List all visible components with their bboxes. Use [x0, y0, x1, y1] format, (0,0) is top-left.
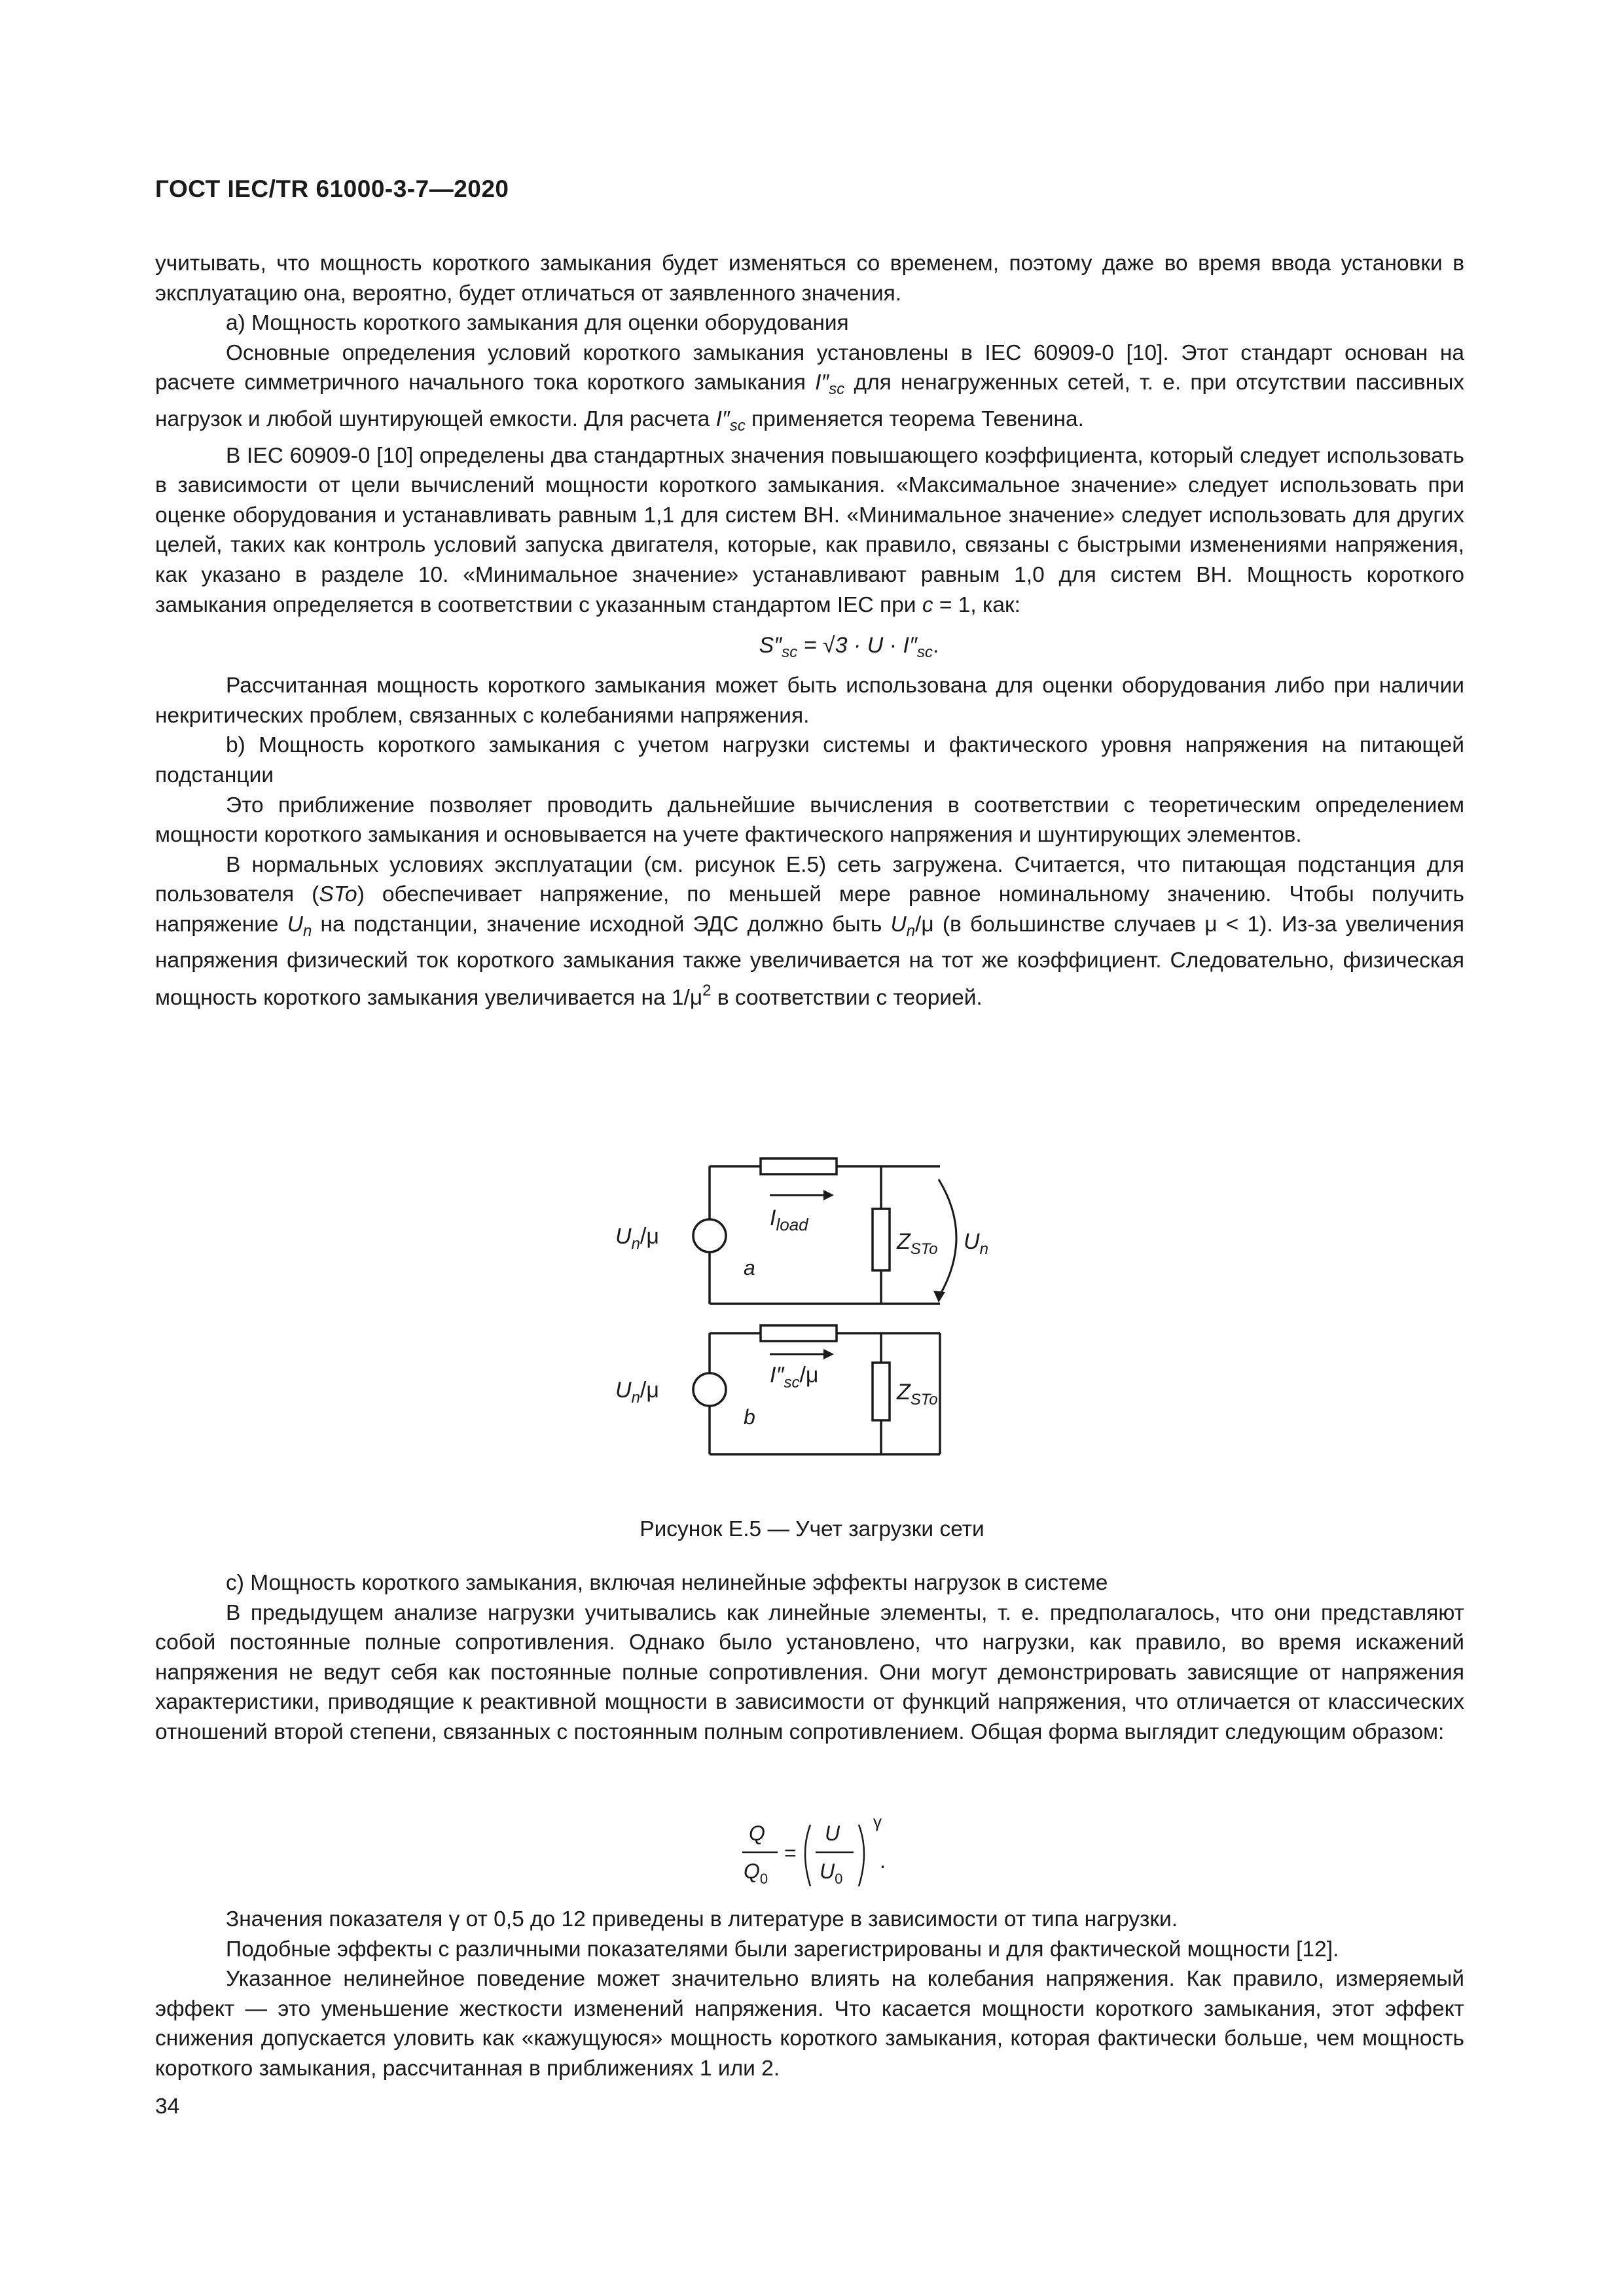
arrow-icon [933, 1291, 945, 1302]
paragraph: Подобные эффекты с различными показателями были зарегистрированы и для фактической мощности [12]. [226, 1937, 1339, 1962]
isc-current-label: $I''_{sc}/\mu$ [770, 1363, 819, 1391]
paragraph: В IEC 60909-0 [10] определены два стандартных значения повышающего коэффициента, который следует использовать в зависимости от цели вычислений мощности короткого замыкания. «Максимальное значение» следует использовать при оценке оборудования и устанавливать равным 1,1 для систем ВН. «Минимальное значение» следует использовать для других целей, таких как контроль условий запуска двигателя, которые, как правило, связаны с быстрыми изменениями напряжения, как указано в разделе 10. «Минимальное значение» устанавливают равным 1,0 для систем ВН. Мощность короткого замыкания определяется в соответствии с указанным стандартом IEC при c = 1, как: [155, 443, 1464, 617]
formula-nonlinear [737, 1813, 920, 1899]
paragraph: Рассчитанная мощность короткого замыкания может быть использована для оценки оборудования либо при наличии некритических проблем, связанных с колебаниями напряжения. [155, 673, 1464, 728]
paragraph: учитывать, что мощность короткого замыкания будет изменяться со временем, поэтому даже во время ввода установки в эксплуатацию она, вероятно, будет отличаться от заявленного значения. [155, 251, 1464, 306]
voltage-source-a [693, 1219, 726, 1252]
paragraph: В предыдущем анализе нагрузки учитывались как линейные элементы, т. е. предполагалось, что они представляют собой постоянные полные сопротивления. Однако было установлено, что нагрузки, как правило, во время искажений напряжения не ведут себя как постоянные полные сопротивления. Они могут демонстрировать зависящие от напряжения характеристики, приводящие к реактивной мощности в зависимости от функций напряжения, что отличается от классических отношений второй степени, связанных с постоянным полным сопротивлением. Общая форма выглядит следующим образом: [155, 1600, 1464, 1744]
svg-text:.: . [880, 1849, 886, 1873]
svg-text:U0: $U_0$ [820, 1859, 843, 1887]
label-a: a [744, 1256, 755, 1280]
un-label: $U_n$ [964, 1229, 988, 1258]
formula-short-circuit-power: $S''_{sc} = √3 \cdot U \cdot I''_{sc}$. [759, 633, 939, 662]
series-impedance-a [761, 1158, 837, 1174]
body-text-section-c [155, 1568, 1464, 1748]
z-sto-label-b: $Z_{STo}$ [897, 1380, 938, 1408]
shunt-impedance-b [873, 1363, 890, 1420]
circuit-figure [615, 1152, 988, 1466]
svg-text:Q0: $Q_0$ [744, 1859, 768, 1887]
circuit-a [693, 1158, 956, 1304]
svg-text:Q: Q [749, 1821, 765, 1845]
figure-caption: Рисунок Е.5 — Учет загрузки сети [640, 1517, 984, 1541]
shunt-impedance-a [873, 1209, 890, 1270]
load-current-label: $I_{load}$ [770, 1206, 808, 1234]
z-sto-label-a: $Z_{STo}$ [897, 1229, 938, 1258]
source-label-a: $U_n/\mu$ [615, 1224, 659, 1253]
paragraph: Основные определения условий короткого замыкания установлены в IEC 60909-0 [10]. Этот стандарт основан на расчете симметричного начального тока короткого замыкания $I''_{sc}$ для ненагруженных сетей, т. е. при отсутствии пассивных нагрузок и любой шунтирующей емкости. Для расчета $I''_{sc}$ применяется теорема Тевенина. [155, 340, 1465, 435]
svg-text:=: = [784, 1841, 797, 1865]
paragraph: В нормальных условиях эксплуатации (см. рисунок Е.5) сеть загружена. Считается, что питающая подстанция для пользователя (STo) обеспечивает напряжение, по меньшей мере равное номинальному значению. Чтобы получить напряжение $U_n$ на подстанции, значение исходной ЭДС должно быть $U_n/\mu$ (в большинстве случаев μ < 1). Из-за увеличения напряжения физический ток короткого замыкания также увеличивается на тот же коэффициент. Следовательно, физическая мощность короткого замыкания увеличивается на $1/\mu^2$ в соответствии с теорией. [155, 852, 1464, 1011]
arrow-icon [823, 1190, 834, 1200]
source-label-b: $U_n/\mu$ [615, 1378, 659, 1407]
body-text-top [155, 249, 1464, 1013]
page-number: 34 [155, 2094, 180, 2119]
subsection-c-title: с) Мощность короткого замыкания, включая нелинейные эффекты нагрузок в системе [226, 1571, 1108, 1595]
paragraph: Это приближение позволяет проводить дальнейшие вычисления в соответствии с теоретическим определением мощности короткого замыкания и основывается на учете фактического напряжения и шунтирующих элементов. [155, 793, 1464, 848]
voltage-source-b [693, 1373, 726, 1406]
svg-text:γ: γ [873, 1812, 882, 1831]
svg-text:U: U [825, 1821, 840, 1845]
arrow-icon [823, 1349, 834, 1359]
series-impedance-b [761, 1325, 837, 1341]
subsection-a-title: а) Мощность короткого замыкания для оценки оборудования [226, 311, 849, 336]
document-header: ГОСТ IEC/TR 61000-3-7—2020 [155, 175, 509, 202]
paragraph: Значения показателя γ от 0,5 до 12 приведены в литературе в зависимости от типа нагрузки. [226, 1907, 1178, 1931]
subsection-b-title: b) Мощность короткого замыкания с учетом нагрузки системы и фактического уровня напряжения на питающей подстанции [155, 733, 1464, 787]
body-text-bottom [155, 1905, 1464, 2084]
label-b: b [744, 1405, 755, 1429]
paragraph: Указанное нелинейное поведение может значительно влиять на колебания напряжения. Как правило, измеряемый эффект — это уменьшение жесткости изменений напряжения. Что касается мощности короткого замыкания, этот эффект снижения допускается уловить как «кажущуюся» мощность короткого замыкания, которая фактически больше, чем мощность короткого замыкания, рассчитанная в приближениях 1 или 2. [155, 1967, 1464, 2081]
